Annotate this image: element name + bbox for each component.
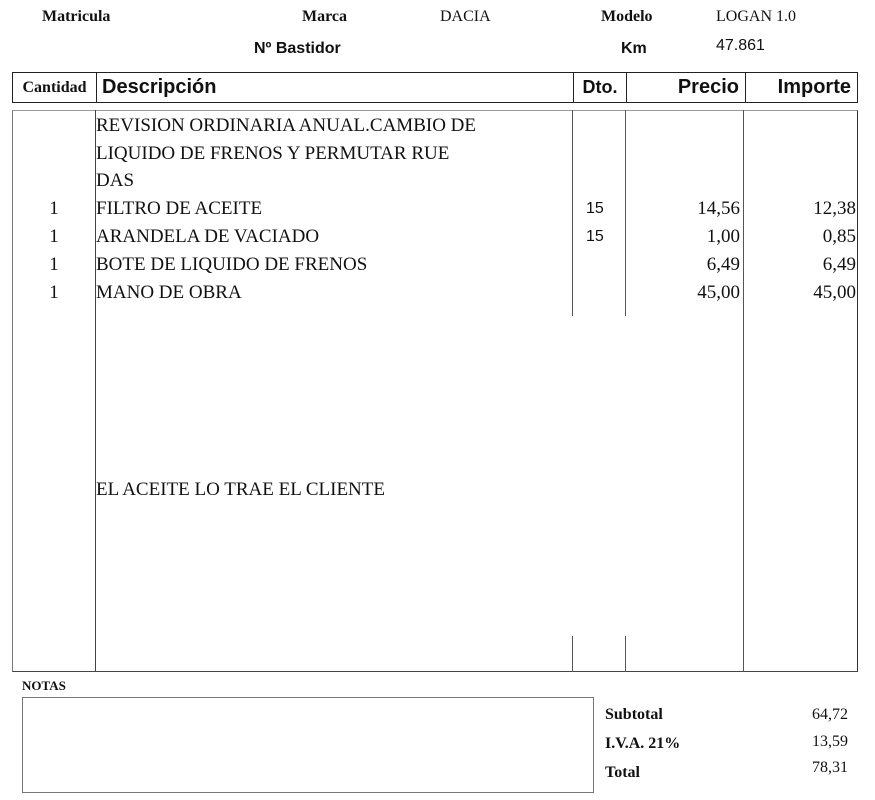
total-value: 78,31 — [812, 759, 848, 776]
description-line — [0, 167, 875, 195]
description-text: REVISION ORDINARIA ANUAL.CAMBIO DE — [96, 115, 476, 136]
km-label: Km — [621, 40, 647, 57]
bastidor-label: Nº Bastidor — [254, 40, 341, 57]
cell-dto: 15 — [586, 200, 604, 217]
description-text: LIQUIDO DE FRENOS Y PERMUTAR RUE — [96, 143, 450, 164]
cell-importe: 45,00 — [813, 282, 856, 303]
marca-label: Marca — [302, 8, 348, 25]
description-line — [0, 112, 875, 140]
cell-precio: 6,49 — [706, 254, 740, 275]
km-value: 47.861 — [716, 37, 765, 54]
cell-precio: 1,00 — [706, 226, 740, 247]
table-row — [0, 279, 875, 307]
table-row — [0, 251, 875, 279]
total-label: Total — [605, 764, 640, 781]
note-text: EL ACEITE LO TRAE EL CLIENTE — [96, 479, 385, 500]
table-row — [0, 223, 875, 251]
iva-label: I.V.A. 21% — [605, 735, 681, 752]
table-note-line — [0, 476, 875, 504]
cell-cantidad: 1 — [49, 226, 59, 247]
marca-value: DACIA — [440, 8, 491, 25]
cell-descripcion: BOTE DE LIQUIDO DE FRENOS — [96, 254, 368, 275]
subtotal-value: 64,72 — [812, 706, 848, 723]
header-precio: Precio — [626, 73, 745, 102]
cell-cantidad: 1 — [49, 282, 59, 303]
cell-descripcion: FILTRO DE ACEITE — [96, 198, 263, 219]
modelo-value: LOGAN 1.0 — [716, 8, 796, 25]
header-descripcion: Descripción — [96, 73, 573, 102]
cell-precio: 14,56 — [697, 198, 740, 219]
cell-importe: 0,85 — [822, 226, 856, 247]
cell-descripcion: MANO DE OBRA — [96, 282, 242, 303]
matricula-label: Matricula — [42, 8, 111, 25]
header-cantidad: Cantidad — [22, 78, 87, 96]
notes-box[interactable] — [22, 697, 594, 793]
table-row — [0, 195, 875, 223]
table-header — [12, 72, 858, 103]
cell-cantidad: 1 — [49, 254, 59, 275]
description-line — [0, 140, 875, 168]
header-dto: Dto. — [573, 73, 626, 102]
subtotal-label: Subtotal — [605, 706, 663, 723]
cell-importe: 6,49 — [822, 254, 856, 275]
cell-dto: 15 — [586, 228, 604, 245]
modelo-label: Modelo — [601, 8, 653, 25]
column-divider-dto-bottom — [572, 636, 573, 672]
cell-precio: 45,00 — [697, 282, 740, 303]
description-text: DAS — [96, 170, 135, 191]
notes-label: NOTAS — [22, 678, 66, 693]
iva-value: 13,59 — [812, 733, 848, 750]
cell-cantidad: 1 — [49, 198, 59, 219]
header-importe: Importe — [745, 73, 857, 102]
cell-descripcion: ARANDELA DE VACIADO — [96, 226, 320, 247]
column-divider-precio-bottom — [625, 636, 626, 672]
cell-importe: 12,38 — [813, 198, 856, 219]
